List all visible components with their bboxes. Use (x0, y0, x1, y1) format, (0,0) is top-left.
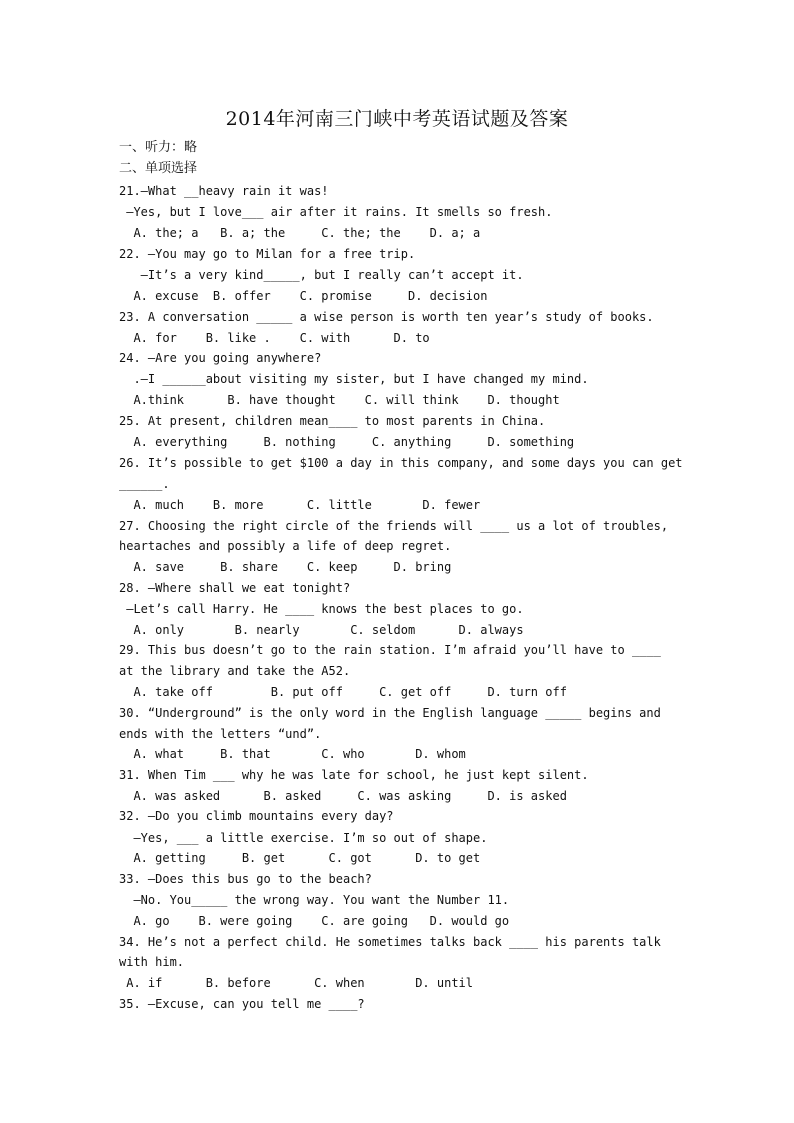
question-line: with him. (119, 955, 185, 969)
question-line: 30. “Underground” is the only word in the English language _____ begins and (119, 706, 661, 720)
question-line: 31. When Tim ___ why he was late for school, he just kept silent. (119, 768, 589, 782)
question-line: .—I ______about visiting my sister, but I have changed my mind. (119, 372, 589, 386)
question-line: ______. (119, 477, 170, 491)
question-line: heartaches and possibly a life of deep regret. (119, 539, 452, 553)
question-line: 34. He’s not a perfect child. He sometimes talks back ____ his parents talk (119, 935, 661, 949)
question-line: 33. —Does this bus go to the beach? (119, 872, 372, 886)
options-line: A.think B. have thought C. will think D. thought (119, 393, 560, 407)
options-line: A. was asked B. asked C. was asking D. is asked (119, 789, 567, 803)
question-line: 32. —Do you climb mountains every day? (119, 809, 394, 823)
options-line: A. take off B. put off C. get off D. turn off (119, 685, 567, 699)
question-line: 23. A conversation _____ a wise person is worth ten year’s study of books. (119, 310, 654, 324)
question-line: 24. —Are you going anywhere? (119, 351, 322, 365)
options-line: A. everything B. nothing C. anything D. something (119, 435, 575, 449)
question-line: —It’s a very kind_____, but I really can’t accept it. (119, 268, 524, 282)
options-line: A. only B. nearly C. seldom D. always (119, 623, 524, 637)
question-line: 35. —Excuse, can you tell me ____? (119, 997, 365, 1011)
options-line: A. for B. like . C. with D. to (119, 331, 430, 345)
section-single-choice: 二、单项选择 (119, 161, 198, 176)
question-line: 28. —Where shall we eat tonight? (119, 581, 351, 595)
question-line: 21.—What __heavy rain it was! (119, 184, 329, 198)
question-line: ends with the letters “und”. (119, 727, 322, 741)
question-line: —Let’s call Harry. He ____ knows the best places to go. (119, 602, 524, 616)
question-line: 22. —You may go to Milan for a free trip. (119, 247, 416, 261)
question-line: —Yes, ___ a little exercise. I’m so out of shape. (119, 831, 488, 845)
question-line: 25. At present, children mean____ to most parents in China. (119, 414, 546, 428)
section-listening: 一、听力：略 (119, 140, 198, 155)
page-title: 2014年河南三门峡中考英语试题及答案 (225, 108, 569, 130)
options-line: A. if B. before C. when D. until (119, 976, 474, 990)
question-line: 26. It’s possible to get $100 a day in this company, and some days you can get (119, 456, 683, 470)
options-line: A. the; a B. a; the C. the; the D. a; a (119, 226, 481, 240)
question-line: at the library and take the A52. (119, 664, 351, 678)
options-line: A. getting B. get C. got D. to get (119, 851, 481, 865)
question-line: —Yes, but I love___ air after it rains. It smells so fresh. (119, 205, 553, 219)
options-line: A. much B. more C. little D. fewer (119, 498, 481, 512)
question-line: 27. Choosing the right circle of the friends will ____ us a lot of troubles, (119, 519, 669, 533)
options-line: A. go B. were going C. are going D. would go (119, 914, 510, 928)
question-line: 29. This bus doesn’t go to the rain station. I’m afraid you’ll have to ____ (119, 643, 661, 657)
options-line: A. excuse B. offer C. promise D. decision (119, 289, 488, 303)
question-line: —No. You_____ the wrong way. You want the Number 11. (119, 893, 510, 907)
options-line: A. what B. that C. who D. whom (119, 747, 466, 761)
options-line: A. save B. share C. keep D. bring (119, 560, 452, 574)
